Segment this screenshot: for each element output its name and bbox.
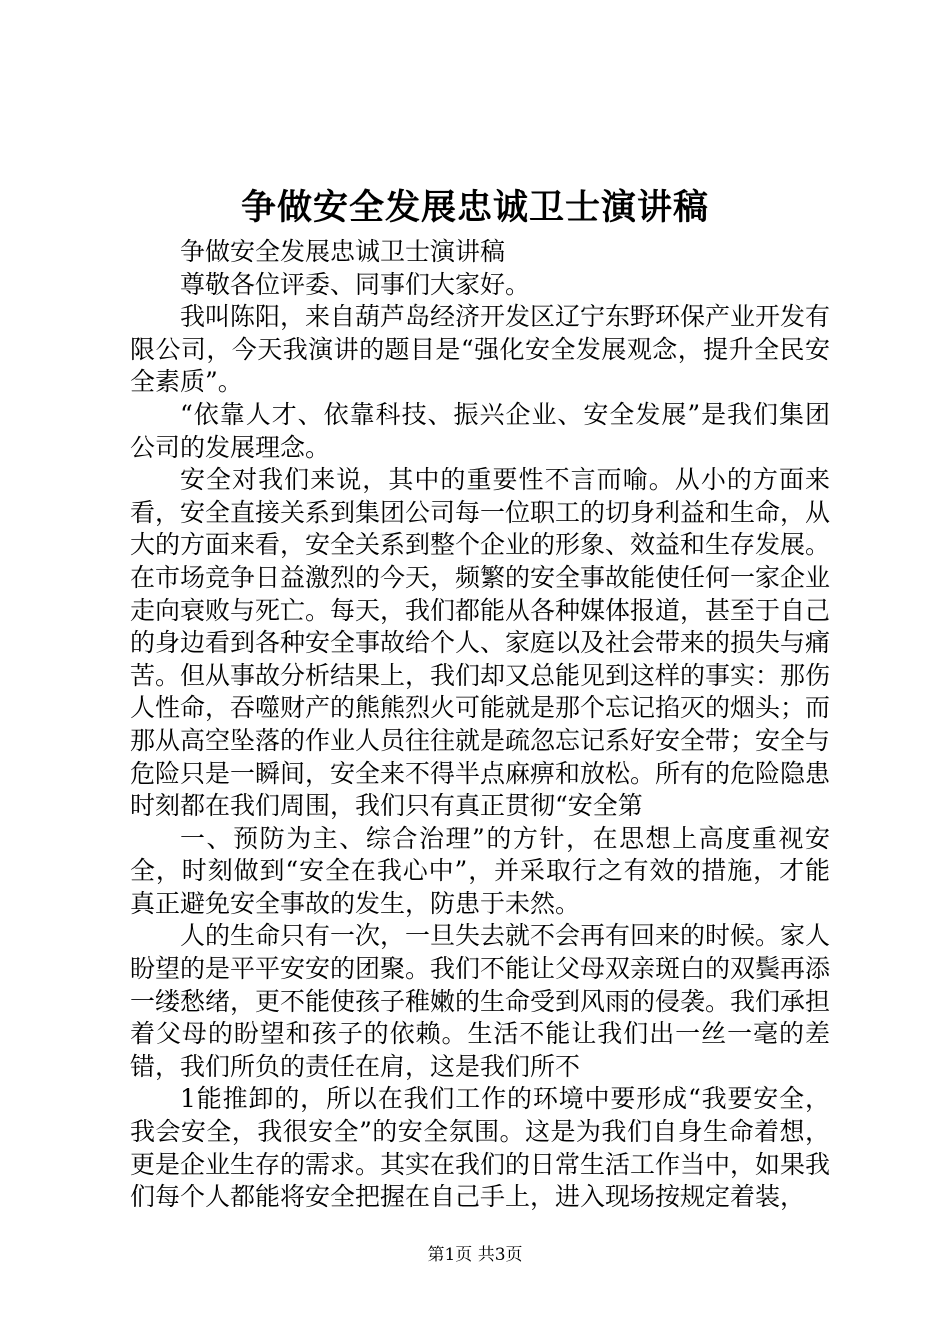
paragraph-introduction: 我叫陈阳，来自葫芦岛经济开发区辽宁东野环保产业开发有限公司，今天我演讲的题目是“强化安全发展观念，提升全民安全素质”。 — [130, 302, 831, 397]
paragraph-subtitle: 争做安全发展忠诚卫士演讲稿 — [180, 237, 506, 266]
paragraph-philosophy: “依靠人才、依靠科技、振兴企业、安全发展”是我们集团公司的发展理念。 — [130, 399, 830, 462]
paragraph-responsibility: 1能推卸的，所以在我们工作的环境中要形成“我要安全，我会安全，我很安全”的安全氛围。这是为我们自身生命着想，更是企业生存的需求。其实在我们的日常生活工作当中，如果我们每个人都能将安全把握在自己手上，进入现场按规定着装， — [130, 1084, 831, 1212]
page-footer: 第1页 共3页 — [427, 1245, 523, 1265]
paragraph-policy: 一、预防为主、综合治理”的方针，在思想上高度重视安全，时刻做到“安全在我心中”，并采取行之有效的措施，才能真正避免安全事故的发生，防患于未然。 — [130, 823, 830, 918]
document-title: 争做安全发展忠诚卫士演讲稿 — [240, 187, 709, 228]
paragraph-importance: 安全对我们来说，其中的重要性不言而喻。从小的方面来看，安全直接关系到集团公司每一位职工的切身利益和生命，从大的方面来看，安全关系到整个企业的形象、效益和生存发展。在市场竞争日益激烈的今天，频繁的安全事故能使任何一家企业走向衰败与死亡。每天，我们都能从各种媒体报道，甚至于自己的身边看到各种安全事故给个人、家庭以及社会带来的损失与痛苦。但从事故分析结果上，我们却又总能见到这样的事实：那伤人性命，吞噬财产的熊熊烈火可能就是那个忘记掐灭的烟头；而那从高空坠落的作业人员往往就是疏忽忘记系好安全带；安全与危险只是一瞬间，安全来不得半点麻痹和放松。所有的危险隐患时刻都在我们周围，我们只有真正贯彻“安全第 — [130, 465, 831, 821]
paragraph-life: 人的生命只有一次，一旦失去就不会再有回来的时候。家人盼望的是平平安安的团聚。我们不能让父母双亲斑白的双鬓再添一缕愁绪，更不能使孩子稚嫩的生命受到风雨的侵袭。我们承担着父母的盼望和孩子的依赖。生活不能让我们出一丝一毫的差错，我们所负的责任在肩，这是我们所不 — [130, 921, 831, 1081]
paragraph-greeting: 尊敬各位评委、同事们大家好。 — [180, 269, 531, 299]
document-body — [130, 236, 830, 1214]
